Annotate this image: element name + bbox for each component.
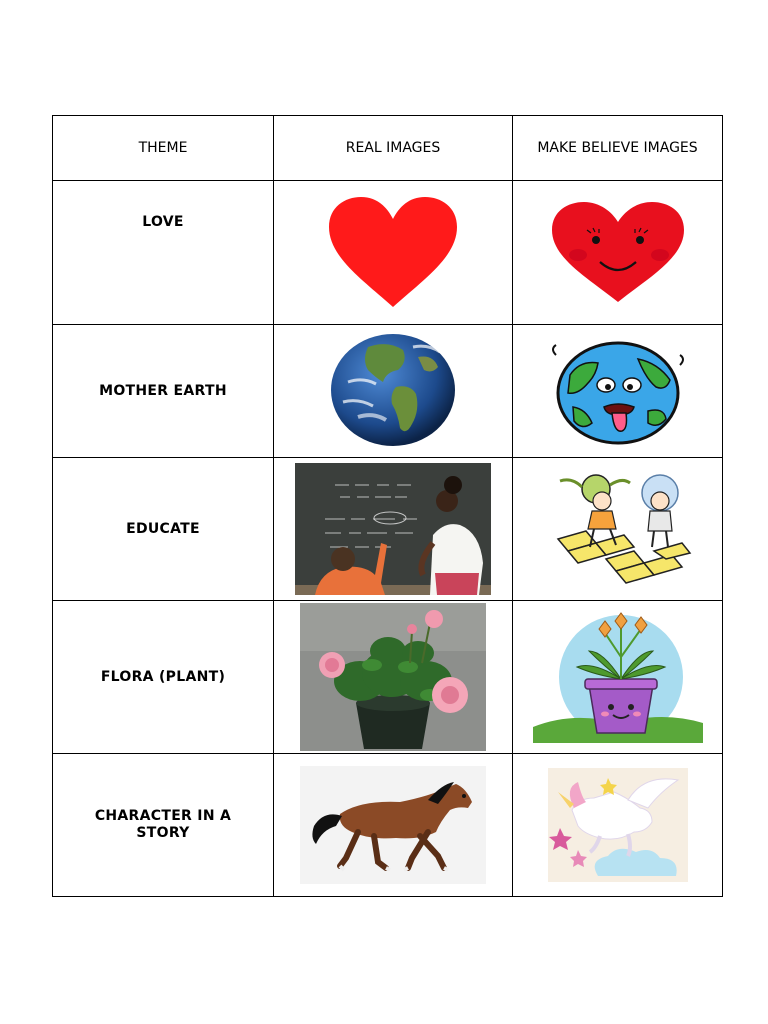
header-make-believe-images: MAKE BELIEVE IMAGES <box>513 116 723 181</box>
rose-bush-photo-image <box>300 603 486 751</box>
header-real-images: REAL IMAGES <box>274 116 513 181</box>
theme-label-love: LOVE <box>142 214 184 230</box>
running-horse-photo-image <box>300 766 486 884</box>
classroom-photo-image <box>295 463 491 595</box>
theme-label-mother-earth: MOTHER EARTH <box>99 382 227 399</box>
real-image-cell <box>274 181 513 325</box>
cartoon-kids-image <box>538 467 698 591</box>
make-believe-image-cell <box>513 754 723 897</box>
make-believe-image-cell <box>513 601 723 754</box>
theme-label-character-in-a-story: CHARACTER IN A STORY <box>94 808 232 841</box>
header-theme: THEME <box>53 116 274 181</box>
red-heart-image <box>323 195 463 310</box>
theme-label-flora: FLORA (PLANT) <box>100 668 226 685</box>
table-row <box>53 181 723 325</box>
theme-cell <box>53 325 274 458</box>
theme-cell <box>53 181 274 325</box>
table-row <box>53 458 723 601</box>
make-believe-image-cell <box>513 181 723 325</box>
real-image-cell <box>274 754 513 897</box>
cartoon-flower-pot-image <box>533 611 703 743</box>
cartoon-earth-image <box>548 335 688 447</box>
real-image-cell <box>274 601 513 754</box>
real-image-cell <box>274 325 513 458</box>
table-row <box>53 601 723 754</box>
theme-cell <box>53 458 274 601</box>
make-believe-image-cell <box>513 325 723 458</box>
theme-cell <box>53 754 274 897</box>
cartoon-heart-image <box>548 200 688 305</box>
theme-label-educate: EDUCATE <box>126 520 200 537</box>
header-row <box>53 116 723 181</box>
table-row <box>53 754 723 897</box>
real-image-cell <box>274 458 513 601</box>
cartoon-unicorn-image <box>548 768 688 882</box>
make-believe-image-cell <box>513 458 723 601</box>
theme-cell <box>53 601 274 754</box>
theme-table <box>52 115 723 897</box>
earth-globe-image <box>328 332 458 450</box>
table-row <box>53 325 723 458</box>
